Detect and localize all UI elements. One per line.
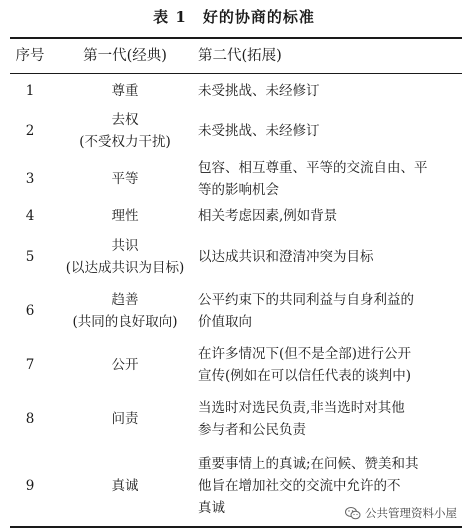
row-second-generation: 未受挑战、未经修订: [198, 83, 320, 99]
header-index: 序号: [15, 47, 45, 64]
row-second-generation: 公平约束下的共同利益与自身利益的 价值取向: [198, 292, 414, 330]
watermark: [342, 504, 460, 522]
header-first-generation: 第一代(经典): [83, 47, 167, 64]
row-first-generation: 趋善 (共同的良好取向): [72, 292, 178, 330]
row-first-generation: 公开: [111, 357, 139, 373]
row-first-generation: 去权 (不受权力干扰): [79, 112, 171, 150]
row-second-generation: 当选时对选民负责,非当选时对其他 参与者和公民负责: [198, 400, 405, 438]
table-row: [10, 286, 462, 336]
row-index: 7: [25, 357, 35, 373]
wechat-icon: [345, 507, 361, 520]
table-row: [10, 106, 462, 156]
row-index: 6: [25, 303, 35, 319]
row-index: 4: [25, 208, 35, 224]
table-header-row: [10, 38, 462, 73]
table-title-number: 表 1: [153, 8, 187, 26]
table-row: [10, 202, 462, 230]
table-row: [10, 76, 462, 106]
watermark-text: 公共管理资料小屋: [365, 506, 457, 520]
table-row: [10, 232, 462, 282]
row-index: 2: [25, 123, 35, 139]
row-first-generation: 问责: [111, 411, 139, 427]
table-bottom-rule: [10, 526, 462, 528]
row-index: 3: [25, 171, 35, 187]
row-index: 1: [25, 83, 35, 99]
row-first-generation: 真诚: [111, 478, 139, 494]
row-index: 9: [25, 478, 35, 494]
table-row: [10, 394, 462, 444]
table-title-text: 好的协商的标准: [202, 8, 315, 26]
row-index: 5: [25, 249, 35, 265]
table-header-rule: [10, 73, 462, 74]
row-second-generation: 在许多情况下(但不是全部)进行公开 宣传(例如在可以信任代表的谈判中): [198, 346, 412, 384]
table-title: [0, 6, 468, 27]
row-second-generation: 相关考虑因素,例如背景: [198, 208, 338, 224]
row-second-generation: 以达成共识和澄清冲突为目标: [198, 249, 374, 265]
table-row: [10, 340, 462, 390]
row-second-generation: 重要事情上的真诚;在问候、赞美和其 他旨在增加社交的交流中允许的不 真诚: [198, 456, 419, 516]
row-index: 8: [25, 411, 35, 427]
row-second-generation: 包容、相互尊重、平等的交流自由、平 等的影响机会: [198, 160, 428, 198]
table-row: [10, 156, 462, 202]
row-first-generation: 理性: [111, 208, 139, 224]
row-first-generation: 共识 (以达成共识为目标): [65, 238, 185, 276]
header-second-generation: 第二代(拓展): [198, 47, 282, 64]
row-first-generation: 平等: [111, 171, 139, 187]
row-second-generation: 未受挑战、未经修订: [198, 123, 320, 139]
row-first-generation: 尊重: [111, 83, 139, 99]
